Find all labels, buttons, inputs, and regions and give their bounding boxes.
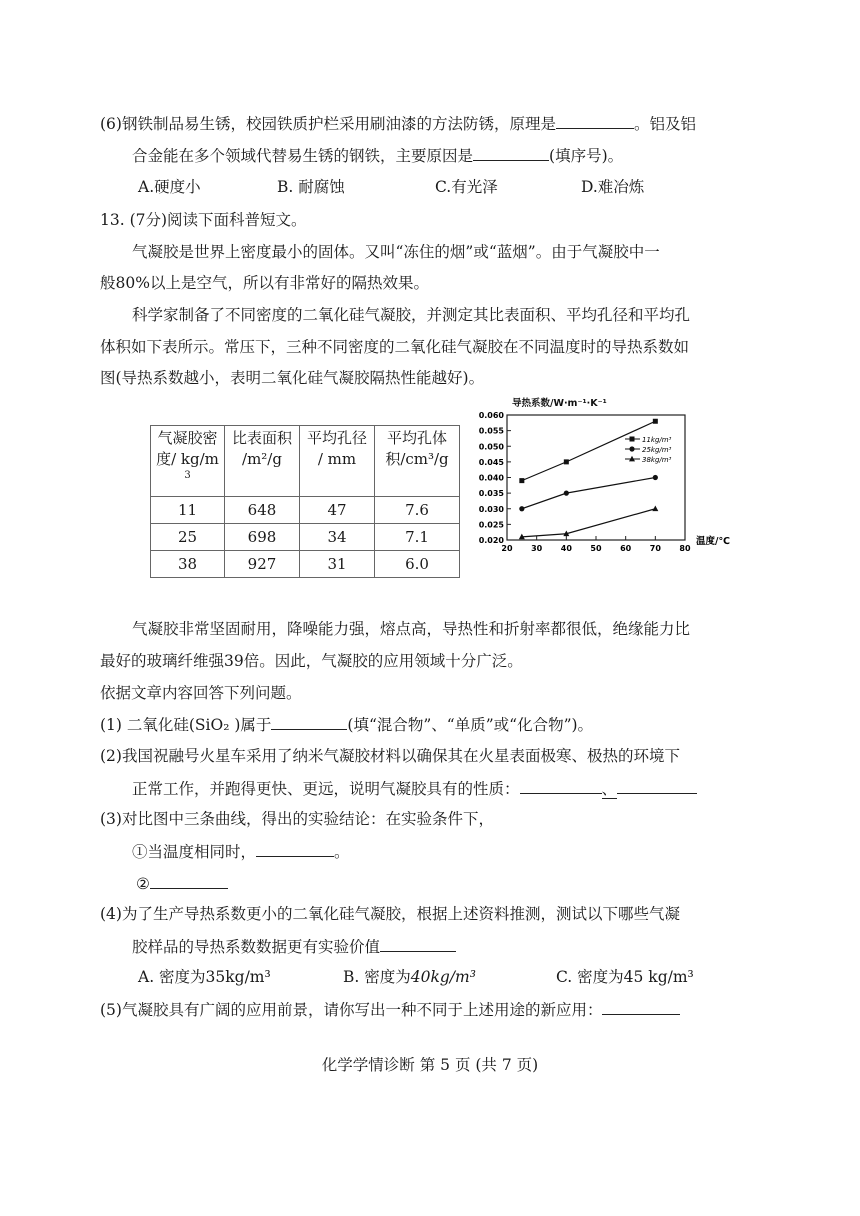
passage-p1-line2: 般80%以上是空气，所以有非常好的隔热效果。: [100, 274, 429, 292]
legend-label: 38kg/m³: [642, 456, 672, 464]
series-line-2: [522, 478, 656, 509]
header-pore-diameter: 平均孔径 / mm: [300, 426, 375, 497]
option-c: C. 密度为45 kg/m³: [556, 968, 694, 986]
y-tick-label: 0.060: [478, 411, 504, 420]
page-footer: 化学学情诊断 第 5 页 (共 7 页): [321, 1056, 539, 1074]
series-line-1: [522, 421, 656, 480]
y-tick-label: 0.035: [478, 489, 504, 499]
data-point: [564, 459, 569, 464]
thermal-conductivity-chart: [470, 395, 730, 570]
plot-frame: [507, 415, 685, 540]
question-5: (5)气凝胶具有广阔的应用前景，请你写出一种不同于上述用途的新应用：: [100, 998, 680, 1021]
data-point: [653, 419, 658, 424]
legend-label: 11kg/m³: [642, 436, 672, 444]
answer-blank[interactable]: [602, 998, 680, 1015]
answer-blank[interactable]: [520, 777, 602, 794]
data-point: [652, 506, 658, 512]
answer-blank[interactable]: [256, 840, 334, 857]
table-row: 25 698 34 7.1: [151, 524, 460, 551]
option-a: A.硬度小: [138, 178, 201, 196]
data-point: [653, 475, 658, 480]
question-3-line1: (3)对比图中三条曲线，得出的实验结论：在实验条件下，: [100, 810, 494, 828]
y-tick-label: 0.055: [478, 426, 504, 436]
passage-p3-line2: 最好的玻璃纤维强39倍。因此，气凝胶的应用领域十分广泛。: [100, 652, 523, 670]
question-3-item2: ②: [136, 872, 228, 895]
question-4-line2: 胶样品的导热系数数据更有实验价值: [132, 935, 456, 958]
question-2-line2: 正常工作，并跑得更快、更远，说明气凝胶具有的性质： 、: [132, 777, 697, 800]
data-point: [519, 506, 524, 511]
legend-label: 25kg/m³: [642, 446, 672, 454]
table-row: 38 927 31 6.0: [151, 551, 460, 578]
x-tick-label: 70: [649, 544, 661, 553]
answer-blank[interactable]: [617, 777, 697, 794]
table-header-row: [151, 426, 460, 497]
q6-line1: (6)钢铁制品易生锈，校园铁质护栏采用刷油漆的方法防锈，原理是 。铝及铝: [100, 112, 696, 135]
answer-blank[interactable]: [473, 144, 549, 161]
data-point: [519, 478, 524, 483]
table-row: 11 648 47 7.6: [151, 497, 460, 524]
legend-marker: [630, 437, 635, 442]
answer-blank[interactable]: [556, 112, 634, 129]
y-tick-label: 0.050: [478, 442, 504, 452]
y-tick-label: 0.020: [478, 536, 504, 545]
q6-options: [138, 176, 644, 198]
legend-marker: [629, 446, 634, 451]
passage-p2-line2: 体积如下表所示。常压下，三种不同密度的二氧化硅气凝胶在不同温度时的导热系数如: [100, 338, 690, 356]
x-tick-label: 50: [590, 544, 602, 553]
question-4-line1: (4)为了生产导热系数更小的二氧化硅气凝胶，根据上述资料推测，测试以下哪些气凝: [100, 905, 680, 923]
x-tick-label: 40: [560, 544, 572, 553]
option-a: A. 密度为35kg/m³: [138, 968, 271, 986]
q13-heading: 13. (7分)阅读下面科普短文。: [100, 211, 307, 229]
header-surface-area: 比表面积 /m²/g: [225, 426, 300, 497]
y-tick-label: 0.030: [478, 504, 504, 514]
q6-line2: 合金能在多个领域代替易生锈的钢铁，主要原因是 (填序号)。: [132, 144, 623, 167]
option-b: B. 耐腐蚀: [277, 178, 345, 196]
aerogel-properties-table: [150, 425, 460, 578]
option-d: D.难冶炼: [581, 178, 645, 196]
y-tick-label: 0.045: [478, 457, 504, 467]
y-tick-label: 0.025: [478, 520, 504, 530]
question-4-options: [138, 966, 694, 988]
question-1: (1) 二氧化硅(SiO₂ )属于 (填“混合物”、“单质”或“化合物”)。: [100, 713, 593, 736]
answer-blank[interactable]: [271, 713, 347, 730]
data-point: [564, 491, 569, 496]
option-b: B. 密度为40kg/m³: [343, 968, 476, 986]
x-tick-label: 30: [531, 544, 543, 553]
x-axis-label: 温度/℃: [696, 536, 730, 547]
x-tick-label: 80: [679, 544, 691, 553]
x-tick-label: 20: [501, 544, 513, 553]
answer-blank[interactable]: [150, 872, 228, 889]
chart-title: 导热系数/W·m⁻¹·K⁻¹: [512, 398, 607, 409]
header-pore-volume: 平均孔体 积/cm³/g: [375, 426, 460, 497]
header-density: 气凝胶密 度/ kg/m 3: [151, 426, 225, 497]
y-tick-label: 0.040: [478, 473, 504, 483]
answer-blank[interactable]: [380, 935, 456, 952]
instruction: 依据文章内容回答下列问题。: [100, 684, 302, 702]
question-3-item1: ①当温度相同时， 。: [132, 840, 350, 863]
question-2-line1: (2)我国祝融号火星车采用了纳米气凝胶材料以确保其在火星表面极寒、极热的环境下: [100, 747, 680, 765]
passage-p1-line1: 气凝胶是世界上密度最小的固体。又叫“冻住的烟”或“蓝烟”。由于气凝胶中一: [132, 243, 660, 261]
passage-p2-line1: 科学家制备了不同密度的二氧化硅气凝胶，并测定其比表面积、平均孔径和平均孔: [132, 306, 691, 324]
x-tick-label: 60: [620, 544, 632, 553]
option-c: C.有光泽: [435, 178, 498, 196]
passage-p3-line1: 气凝胶非常坚固耐用，降噪能力强，熔点高，导热性和折射率都很低，绝缘能力比: [132, 620, 691, 638]
passage-p2-line3: 图(导热系数越小，表明二氧化硅气凝胶隔热性能越好)。: [100, 369, 485, 387]
series-line-3: [522, 509, 656, 537]
